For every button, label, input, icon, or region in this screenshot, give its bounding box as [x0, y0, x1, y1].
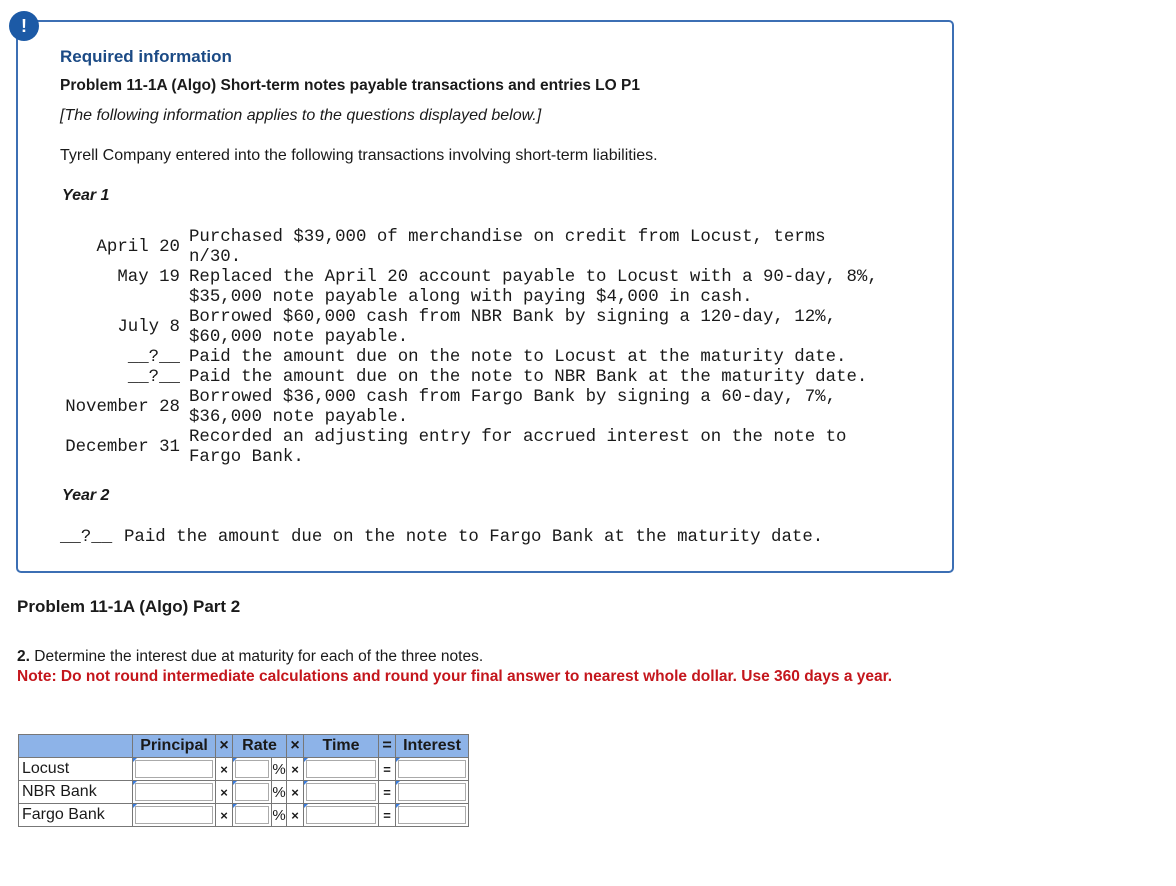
question-number: 2.	[17, 648, 30, 665]
table-row-locust	[19, 758, 469, 781]
tx-description: $36,000 note payable.	[189, 408, 409, 427]
header-interest: Interest	[396, 735, 469, 758]
tx-date: __?__	[60, 528, 113, 547]
tx-description: $35,000 note payable along with paying $4,000 in cash.	[189, 288, 753, 307]
rate-input[interactable]	[233, 781, 272, 804]
tx-date: July 8	[117, 318, 180, 337]
times-sign: ×	[287, 804, 304, 827]
table-row-nbr-bank	[19, 781, 469, 804]
row-label: Locust	[19, 758, 133, 781]
time-input[interactable]	[304, 758, 379, 781]
header-rate: Rate	[233, 735, 287, 758]
year-2-label: Year 2	[62, 487, 110, 504]
row-label: Fargo Bank	[19, 804, 133, 827]
header-blank	[19, 735, 133, 758]
tx-description: n/30.	[189, 248, 242, 267]
alert-icon: !	[9, 11, 39, 41]
tx-description: Borrowed $60,000 cash from NBR Bank by signing a 120-day, 12%,	[189, 308, 837, 327]
equals-sign: =	[379, 758, 396, 781]
times-sign: ×	[287, 758, 304, 781]
principal-input[interactable]	[133, 758, 216, 781]
table-header-row	[19, 735, 469, 758]
table-row-fargo-bank	[19, 804, 469, 827]
interest-calculation-table	[18, 734, 469, 827]
interest-input[interactable]	[396, 804, 469, 827]
tx-description: Fargo Bank.	[189, 448, 304, 467]
times-sign: ×	[216, 804, 233, 827]
tx-date: December 31	[65, 438, 180, 457]
tx-description: Recorded an adjusting entry for accrued interest on the note to	[189, 428, 847, 447]
tx-description: Paid the amount due on the note to Locust at the maturity date.	[189, 348, 847, 367]
time-input[interactable]	[304, 804, 379, 827]
rate-input[interactable]	[233, 758, 272, 781]
principal-input[interactable]	[133, 781, 216, 804]
tx-description: Paid the amount due on the note to NBR Bank at the maturity date.	[189, 368, 868, 387]
header-times: ×	[287, 735, 304, 758]
problem-title: Problem 11-1A (Algo) Short-term notes payable transactions and entries LO P1	[60, 77, 640, 94]
part-title: Problem 11-1A (Algo) Part 2	[17, 597, 241, 616]
applies-note: [The following information applies to the questions displayed below.]	[60, 107, 542, 124]
tx-description: Borrowed $36,000 cash from Fargo Bank by signing a 60-day, 7%,	[189, 388, 837, 407]
header-equals: =	[379, 735, 396, 758]
equals-sign: =	[379, 781, 396, 804]
equals-sign: =	[379, 804, 396, 827]
principal-input[interactable]	[133, 804, 216, 827]
tx-description: Purchased $39,000 of merchandise on credit from Locust, terms	[189, 228, 826, 247]
percent-sign: %	[272, 781, 287, 804]
rounding-note: Note: Do not round intermediate calculations and round your final answer to nearest whole dollar. Use 360 days a year.	[17, 668, 893, 685]
percent-sign: %	[272, 804, 287, 827]
times-sign: ×	[216, 758, 233, 781]
times-sign: ×	[287, 781, 304, 804]
tx-description: Replaced the April 20 account payable to Locust with a 90-day, 8%,	[189, 268, 878, 287]
tx-date: __?__	[127, 368, 180, 387]
row-label: NBR Bank	[19, 781, 133, 804]
times-sign: ×	[216, 781, 233, 804]
tx-date: November 28	[65, 398, 180, 417]
rate-input[interactable]	[233, 804, 272, 827]
time-input[interactable]	[304, 781, 379, 804]
tx-description: Paid the amount due on the note to Fargo Bank at the maturity date.	[124, 528, 824, 547]
header-principal: Principal	[133, 735, 216, 758]
tx-date: May 19	[117, 268, 180, 287]
question-body: Determine the interest due at maturity for each of the three notes.	[34, 648, 484, 665]
intro-text: Tyrell Company entered into the following transactions involving short-term liabilities.	[60, 147, 658, 164]
question-text	[17, 648, 483, 666]
tx-date: __?__	[127, 348, 180, 367]
interest-input[interactable]	[396, 758, 469, 781]
required-information-title: Required information	[60, 47, 232, 66]
header-time: Time	[304, 735, 379, 758]
tx-description: $60,000 note payable.	[189, 328, 409, 347]
percent-sign: %	[272, 758, 287, 781]
header-times: ×	[216, 735, 233, 758]
interest-input[interactable]	[396, 781, 469, 804]
tx-date: April 20	[96, 238, 180, 257]
year-1-label: Year 1	[62, 187, 110, 204]
